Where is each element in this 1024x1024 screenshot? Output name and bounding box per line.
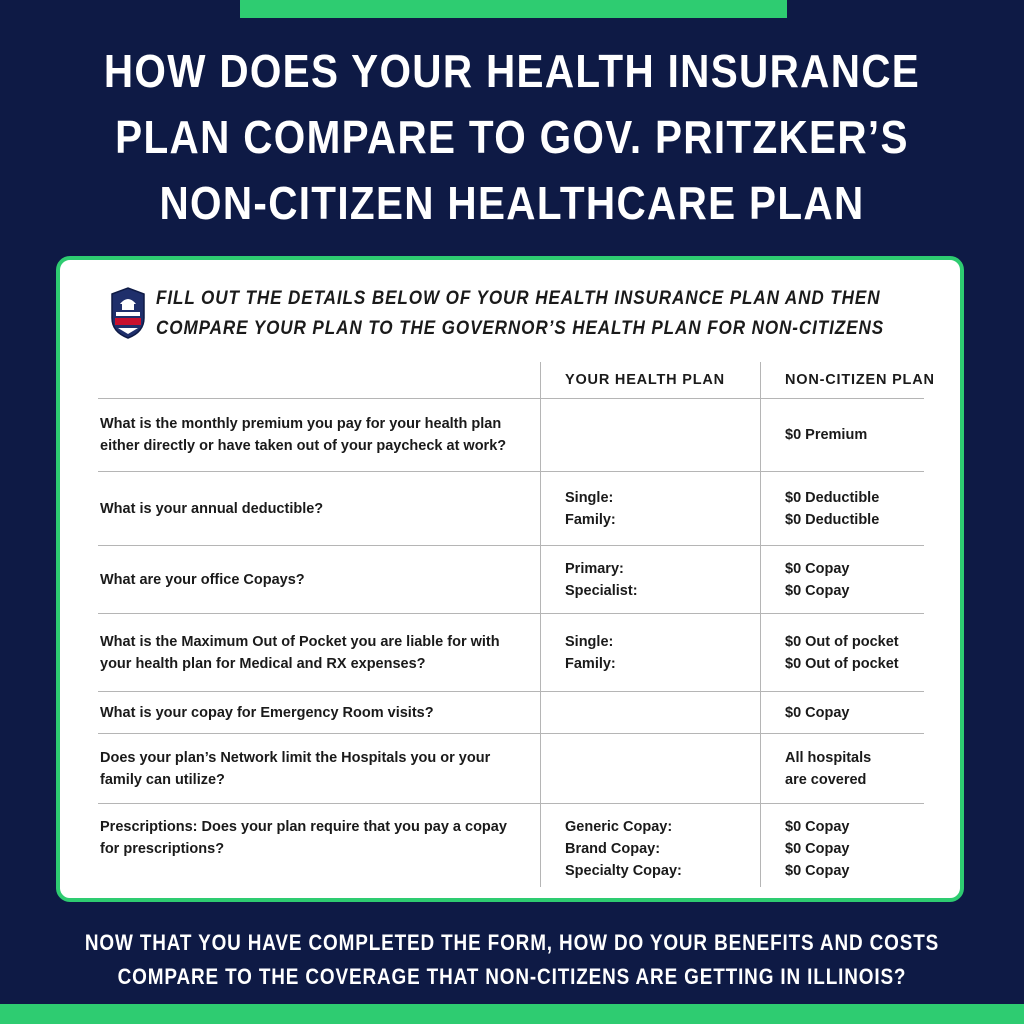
your-plan-cell[interactable] bbox=[540, 472, 760, 545]
footer-question bbox=[80, 926, 943, 994]
question-text: Prescriptions: Does your plan require that you pay a copay for prescriptions? bbox=[100, 819, 507, 857]
illinois-senate-seal-icon bbox=[108, 284, 148, 340]
question-text: What is the monthly premium you pay for your health plan either directly or have taken out of your paycheck at work? bbox=[100, 416, 507, 454]
your-plan-header-label: YOUR HEALTH PLAN bbox=[565, 372, 725, 388]
comparison-form-card bbox=[56, 256, 964, 902]
headline-line-1: HOW DOES YOUR HEALTH INSURANCE bbox=[103, 45, 921, 97]
non-citizen-column-header bbox=[760, 362, 935, 398]
question-text: Does your plan’s Network limit the Hospitals you or your family can utilize? bbox=[100, 749, 491, 788]
footer-line-1: NOW THAT YOU HAVE COMPLETED THE FORM, HOW DO YOUR BENEFITS AND COSTS bbox=[84, 930, 940, 955]
footer-line-2: COMPARE TO THE COVERAGE THAT NON-CITIZENS ARE GETTING IN ILLINOIS? bbox=[117, 964, 907, 989]
headline-line-2: PLAN COMPARE TO GOV. PRITZKER’S bbox=[115, 111, 909, 163]
headline-line-3: NON-CITIZEN HEALTHCARE PLAN bbox=[159, 177, 865, 229]
non-citizen-text: $0 Copay $0 Copay bbox=[785, 560, 850, 599]
non-citizen-text: $0 Copay bbox=[785, 704, 850, 721]
question-cell bbox=[98, 804, 538, 887]
non-citizen-header-label: NON-CITIZEN PLAN bbox=[785, 372, 935, 388]
question-cell bbox=[98, 546, 538, 613]
table-header-row bbox=[98, 362, 935, 398]
your-plan-text: Primary: Specialist: bbox=[565, 560, 638, 599]
your-plan-cell[interactable] bbox=[540, 734, 760, 803]
non-citizen-cell bbox=[760, 472, 924, 545]
instructions bbox=[156, 284, 885, 344]
question-text: What is your copay for Emergency Room visits? bbox=[100, 704, 434, 721]
question-cell bbox=[98, 692, 538, 733]
bottom-accent-bar bbox=[0, 1004, 1024, 1024]
question-cell bbox=[98, 399, 538, 471]
table-row-prescriptions bbox=[98, 803, 924, 887]
question-text: What are your office Copays? bbox=[100, 571, 305, 588]
non-citizen-text: $0 Out of pocket $0 Out of pocket bbox=[785, 633, 899, 672]
table-row-office-copays bbox=[98, 545, 924, 613]
your-plan-cell[interactable] bbox=[540, 614, 760, 691]
table-row-emergency-room bbox=[98, 691, 924, 733]
non-citizen-cell bbox=[760, 614, 924, 691]
your-plan-cell[interactable] bbox=[540, 804, 760, 887]
non-citizen-cell bbox=[760, 399, 924, 471]
non-citizen-cell bbox=[760, 804, 924, 887]
instructions-line-2: COMPARE YOUR PLAN TO THE GOVERNOR’S HEALTH PLAN FOR NON-CITIZENS bbox=[156, 318, 885, 339]
table-row-network bbox=[98, 733, 924, 803]
top-accent-bar bbox=[240, 0, 787, 18]
instructions-line-1: FILL OUT THE DETAILS BELOW OF YOUR HEALTH INSURANCE PLAN AND THEN bbox=[156, 288, 881, 309]
question-text: What is your annual deductible? bbox=[100, 500, 324, 517]
question-text: What is the Maximum Out of Pocket you are liable for with your health plan for Medical and RX expenses? bbox=[100, 633, 500, 672]
non-citizen-cell bbox=[760, 692, 924, 733]
non-citizen-text: All hospitals are covered bbox=[785, 749, 872, 788]
your-plan-column-header bbox=[540, 362, 760, 398]
question-column-header bbox=[98, 362, 538, 398]
your-plan-text: Single: Family: bbox=[565, 633, 616, 672]
your-plan-text: Generic Copay: Brand Copay: Specialty Copay: bbox=[565, 819, 682, 879]
non-citizen-cell bbox=[760, 734, 924, 803]
question-cell bbox=[98, 734, 538, 803]
your-plan-cell[interactable] bbox=[540, 692, 760, 733]
non-citizen-text: $0 Deductible $0 Deductible bbox=[785, 489, 880, 528]
non-citizen-text: $0 Copay $0 Copay $0 Copay bbox=[785, 819, 850, 879]
table-row-premium bbox=[98, 398, 924, 471]
table-row-max-out-of-pocket bbox=[98, 613, 924, 691]
question-cell bbox=[98, 472, 538, 545]
comparison-table bbox=[98, 362, 935, 887]
your-plan-cell[interactable] bbox=[540, 546, 760, 613]
non-citizen-cell bbox=[760, 546, 924, 613]
table-row-deductible bbox=[98, 471, 924, 545]
your-plan-text: Single: Family: bbox=[565, 489, 616, 528]
question-cell bbox=[98, 614, 538, 691]
non-citizen-text: $0 Premium bbox=[785, 427, 868, 443]
headline bbox=[79, 38, 945, 236]
your-plan-cell[interactable] bbox=[540, 399, 760, 471]
